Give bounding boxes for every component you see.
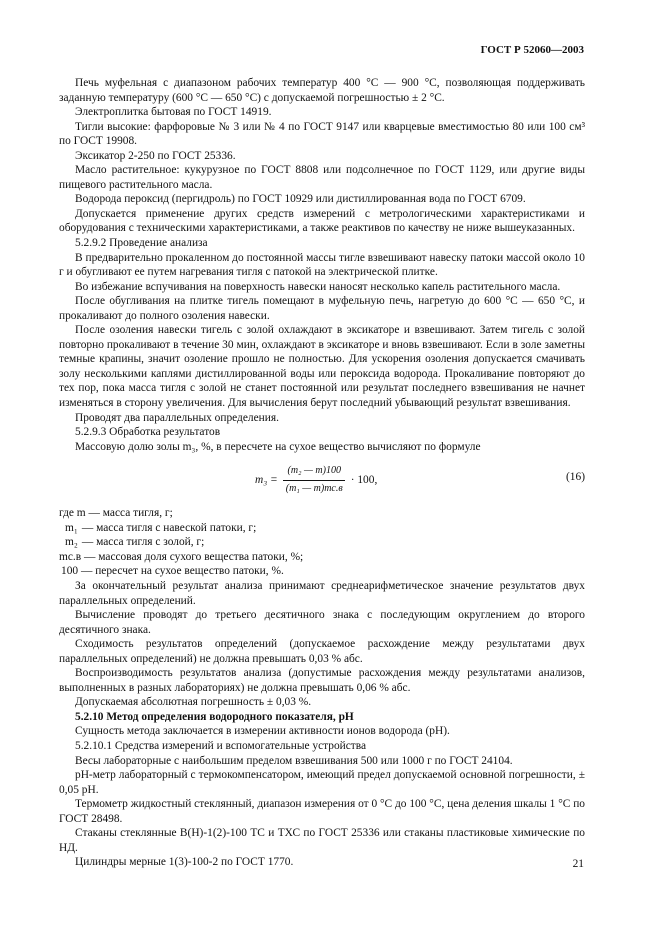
paragraph: После обугливания на плитке тигель помещают в муфельную печь, нагретую до 600 °С — 650 °С, и прокаливают до полного озоления навески. [59,295,585,322]
formula-number: (16) [566,471,585,484]
formula-lhs: m₃ = [255,473,278,486]
definition-text: — масса тигля, г; [88,507,173,520]
definition-symbol: m₂ [65,536,78,549]
paragraph: Вычисление проводят до третьего десятичного знака с последующим округлением до второго десятичного знака. [59,609,585,636]
paragraph: Весы лабораторные с наибольшим пределом взвешивания 500 или 1000 г по ГОСТ 24104. [75,754,513,767]
definition-symbol: 100 [61,565,79,578]
paragraph: Термометр жидкостный стеклянный, диапазон измерения от 0 °С до 100 °С, цена деления шкалы 1 °С по ГОСТ 28498. [59,798,585,825]
formula-fraction [282,464,347,496]
definition-text: — пересчет на сухое вещество патоки, %. [80,565,284,578]
paragraph: Электроплитка бытовая по ГОСТ 14919. [75,106,272,119]
paragraph: Сущность метода заключается в измерении активности ионов водорода (pH). [75,725,450,738]
subsection-heading: 5.2.9.3 Обработка результатов [75,426,221,439]
paragraph: Масло растительное: кукурузное по ГОСТ 8808 или подсолнечное по ГОСТ 1129, или другие виды пищевого растительного масла. [59,164,585,191]
formula-expression [255,464,377,496]
definition-item [59,550,585,565]
page-number: 21 [572,858,584,870]
definition-symbol: где m [59,507,86,520]
definition-symbol: m₁ [65,521,78,534]
paragraph: За окончательный результат анализа принимают среднеарифметическое значение результатов двух параллельных определений. [59,579,585,607]
paragraph: Тигли высокие: фарфоровые № 3 или № 4 по ГОСТ 9147 или кварцевые вместимостью 80 или 100 см³ по ГОСТ 19908. [59,120,585,148]
definition-item [59,564,585,579]
formula-block [59,460,585,504]
paragraph: Проводят два параллельных определения. [75,411,279,424]
definition-item [59,506,585,521]
paragraph: Массовую долю золы m₃, %, в пересчете на сухое вещество вычисляют по формуле [75,440,481,453]
paragraph: Сходимость результатов определений (допускаемое расхождение между результатами двух параллельных определений) не должна превышать 0,03 % абс. [59,638,585,665]
formula-tail: · 100, [350,473,378,486]
subsection-heading: 5.2.10.1 Средства измерений и вспомогательные устройства [75,739,367,752]
paragraph: Цилиндры мерные 1(3)-100-2 по ГОСТ 1770. [75,856,294,869]
definition-text: — массовая доля сухого вещества патоки, %; [84,550,304,563]
paragraph: После озоления навески тигель с золой охлаждают в эксикаторе и взвешивают. Затем тигель с золой повторно прокаливают в течение 30 мин, охлаждают в эксикаторе и вновь взвешивают. Если в золе заметны темные крапины, значит озоление прошло не полностью. Для ускорения озоления допускается смачивать золу несколькими каплями дистиллированной воды или пероксида водорода. Прокаливание повторяют до тех пор, пока масса тигля с золой не станет постоянной или результат последнего взвешивания не начнет изменяться в сторону увеличения. Для вычисления берут последний убывающий результат взвешивания. [59,324,585,410]
document-body [59,76,585,870]
definition-text: — масса тигля с золой, г; [81,536,205,549]
definition-symbol: mс.в [59,550,82,563]
subsection-heading: 5.2.9.2 Проведение анализа [75,237,208,250]
document-code-header: ГОСТ Р 52060—2003 [480,44,584,56]
formula-denominator: (m₁ — m)mс.в [285,482,343,494]
section-heading [59,710,585,725]
definition-text: — масса тигля с навеской патоки, г; [81,521,257,534]
definition-item [59,521,585,536]
paragraph: Во избежание вспучивания на поверхность навески наносят несколько капель растительного масла. [75,280,561,293]
paragraph: Воспроизводимость результатов анализа (допустимые расхождения между результатами анализов, выполненных в разных лабораториях) не должна превышать 0,06 % абс. [59,667,585,694]
paragraph: pH-метр лабораторный с термокомпенсатором, имеющий предел допускаемой основной погрешности, ± 0,05 pH. [59,769,585,796]
paragraph: Эксикатор 2-250 по ГОСТ 25336. [75,149,236,162]
paragraph: Допускается применение других средств измерений с метрологическими характеристиками и оборудования с техническими характеристиками, а также реактивов по качеству не ниже вышеуказанных. [59,207,585,235]
definition-item [59,535,585,550]
paragraph: Печь муфельная с диапазоном рабочих температур 400 °С — 900 °С, позволяющая поддерживать заданную температуру (600 °С — 650 °С) с допускаемой погрешностью ± 2 °С. [59,77,585,104]
paragraph: Стаканы стеклянные В(Н)-1(2)-100 ТС и ТХС по ГОСТ 25336 или стаканы пластиковые химические по НД. [59,827,585,854]
paragraph: В предварительно прокаленном до постоянной массы тигле взвешивают навеску патоки массой около 10 г и обугливают ее путем нагревания тигля с патокой на электрической плитке. [59,251,585,279]
formula-numerator: (m₂ — m)100 [283,464,344,481]
paragraph: Водорода пероксид (пергидроль) по ГОСТ 10929 или дистиллированная вода по ГОСТ 6709. [75,193,526,206]
paragraph: Допускаемая абсолютная погрешность ± 0,03 %. [75,696,312,709]
section-heading-text: 5.2.10 Метод определения водородного показателя, pH [75,710,354,723]
